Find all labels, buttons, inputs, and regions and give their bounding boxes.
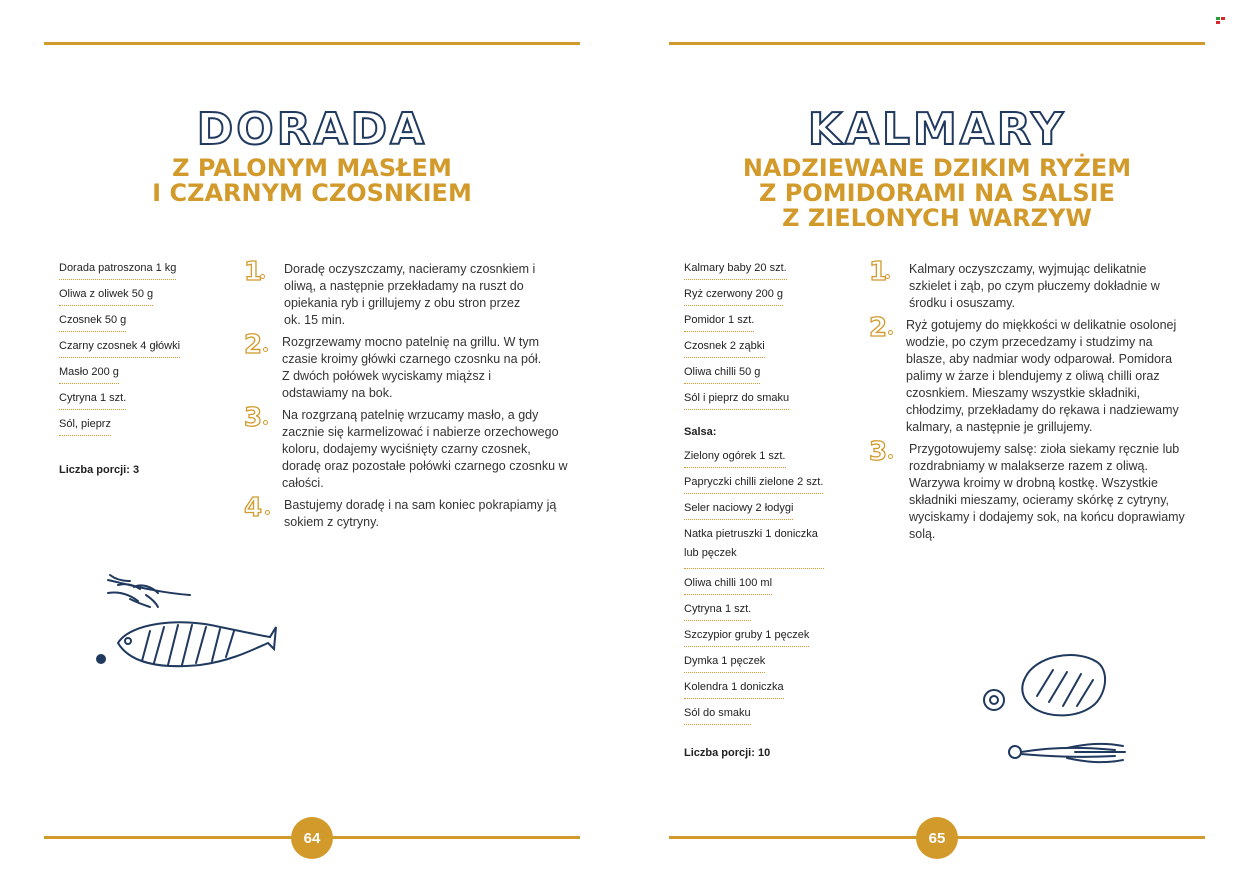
ingredient-item: Czosnek 50 g xyxy=(59,314,126,332)
step-number: 4 xyxy=(244,493,263,523)
flag-icon xyxy=(1216,17,1225,24)
step-number: 2 xyxy=(244,330,263,360)
step-number: 3 xyxy=(869,437,888,467)
ingredient-item: Kolendra 1 doniczka xyxy=(684,681,784,699)
subtitle-line: Z ZIELONYCH WARZYW xyxy=(782,204,1092,232)
ingredient-list-right xyxy=(684,262,789,418)
step-text: Doradę oczyszczamy, nacieramy czosnkiem i oliwą, a następnie przekładamy na ruszt do opiekania ryb i grillujemy z obu stron przez ok. 15 min. xyxy=(284,262,536,327)
ingredient-item: Czarny czosnek 4 główki xyxy=(59,340,180,358)
subtitle-line: NADZIEWANE DZIKIM RYŻEM xyxy=(742,154,1132,182)
step-dot-icon xyxy=(263,420,268,425)
top-rule-left xyxy=(44,42,580,45)
subtitle-line: Z PALONYM MASŁEM xyxy=(172,154,452,182)
ingredient-item: Sól do smaku xyxy=(684,707,751,725)
step-dot-icon xyxy=(888,330,893,335)
page-title-right: KALMARY xyxy=(807,104,1067,155)
step-dot-icon xyxy=(260,274,265,279)
step-number: 3 xyxy=(244,403,263,433)
step-text: Bastujemy doradę i na sam koniec pokrapiamy ją sokiem z cytryny. xyxy=(284,498,557,529)
salsa-label: Salsa: xyxy=(684,426,717,438)
ingredient-item: Szczypior gruby 1 pęczek xyxy=(684,629,809,647)
ingredient-item: Cytryna 1 szt. xyxy=(684,603,751,621)
ingredient-item: Papryczki chilli zielone 2 szt. xyxy=(684,476,823,494)
ingredient-item: Pomidor 1 szt. xyxy=(684,314,754,332)
step-text: Przygotowujemy salsę: zioła siekamy ręcznie lub rozdrabniamy w malakserze razem z oliwą. Warzywa kroimy w drobną kostkę. Wszystkie składniki mieszamy, ocieramy skórkę z cytryny, wyciskamy i dodajemy sok, na końcu doprawiamy solą. xyxy=(909,442,1185,541)
ingredient-item: Natka pietruszki 1 doniczka lub pęczek xyxy=(684,525,824,569)
ingredient-item: Czosnek 2 ząbki xyxy=(684,340,765,358)
subtitle-left xyxy=(80,156,544,206)
ingredient-item: Kalmary baby 20 szt. xyxy=(684,262,787,280)
salsa-list xyxy=(684,450,824,733)
step-text: Rozgrzewamy mocno patelnię na grillu. W tym czasie kroimy główki czarnego czosnku na pół. Z dwóch połówek wyciskamy miąższ i odstawiamy na bok. xyxy=(282,335,542,400)
ingredient-item: Oliwa z oliwek 50 g xyxy=(59,288,153,306)
step-dot-icon xyxy=(885,274,890,279)
ingredient-item: Dorada patroszona 1 kg xyxy=(59,262,176,280)
fish-with-herbs-icon xyxy=(90,565,285,680)
page-number-left: 64 xyxy=(291,817,333,859)
ingredient-item: Sól i pieprz do smaku xyxy=(684,392,789,410)
servings-left: Liczba porcji: 3 xyxy=(59,464,140,476)
ingredient-item: Dymka 1 pęczek xyxy=(684,655,765,673)
ingredient-item: Masło 200 g xyxy=(59,366,119,384)
step-dot-icon xyxy=(263,347,268,352)
step-number: 2 xyxy=(869,313,888,343)
step-dot-icon xyxy=(888,454,893,459)
subtitle-right xyxy=(705,156,1169,231)
ingredient-item: Oliwa chilli 50 g xyxy=(684,366,760,384)
subtitle-line: I CZARNYM CZOSNKIEM xyxy=(152,179,472,207)
step-number: 1 xyxy=(869,257,888,287)
ingredient-list-left xyxy=(59,262,180,444)
ingredient-item: Oliwa chilli 100 ml xyxy=(684,577,772,595)
step-number: 1 xyxy=(244,257,263,287)
squid-illustration-icon xyxy=(975,648,1135,773)
servings-right: Liczba porcji: 10 xyxy=(684,747,771,759)
top-rule-right xyxy=(669,42,1205,45)
ingredient-item: Seler naciowy 2 łodygi xyxy=(684,502,793,520)
ingredient-item: Sól, pieprz xyxy=(59,418,111,436)
ingredient-item: Ryż czerwony 200 g xyxy=(684,288,783,306)
page-number-right: 65 xyxy=(916,817,958,859)
step-text: Ryż gotujemy do miękkości w delikatnie osolonej wodzie, po czym przecedzamy i studzimy na blasze, aby nadmiar wody odparował. Pomidora palimy w żarze i blendujemy z oliwą chilli oraz czosnkiem. Mieszamy wszystkie składniki, chłodzimy, przekładamy do rękawa i nadziewamy kalmary, a następnie je grillujemy. xyxy=(906,318,1179,434)
step-dot-icon xyxy=(265,510,270,515)
step-text: Kalmary oczyszczamy, wyjmując delikatnie szkielet i ząb, po czym płuczemy dokładnie w środku i osuszamy. xyxy=(909,262,1160,310)
ingredient-item: Zielony ogórek 1 szt. xyxy=(684,450,786,468)
ingredient-item: Cytryna 1 szt. xyxy=(59,392,126,410)
step-text: Na rozgrzaną patelnię wrzucamy masło, a gdy zacznie się karmelizować i nabierze orzechowego koloru, dodajemy wyciśnięty czarny czosnek, doradę oraz pozostałe połówki czarnego czosnku w całości. xyxy=(282,408,568,490)
subtitle-line: Z POMIDORAMI NA SALSIE xyxy=(759,179,1115,207)
page-title-left: DORADA xyxy=(196,104,428,155)
